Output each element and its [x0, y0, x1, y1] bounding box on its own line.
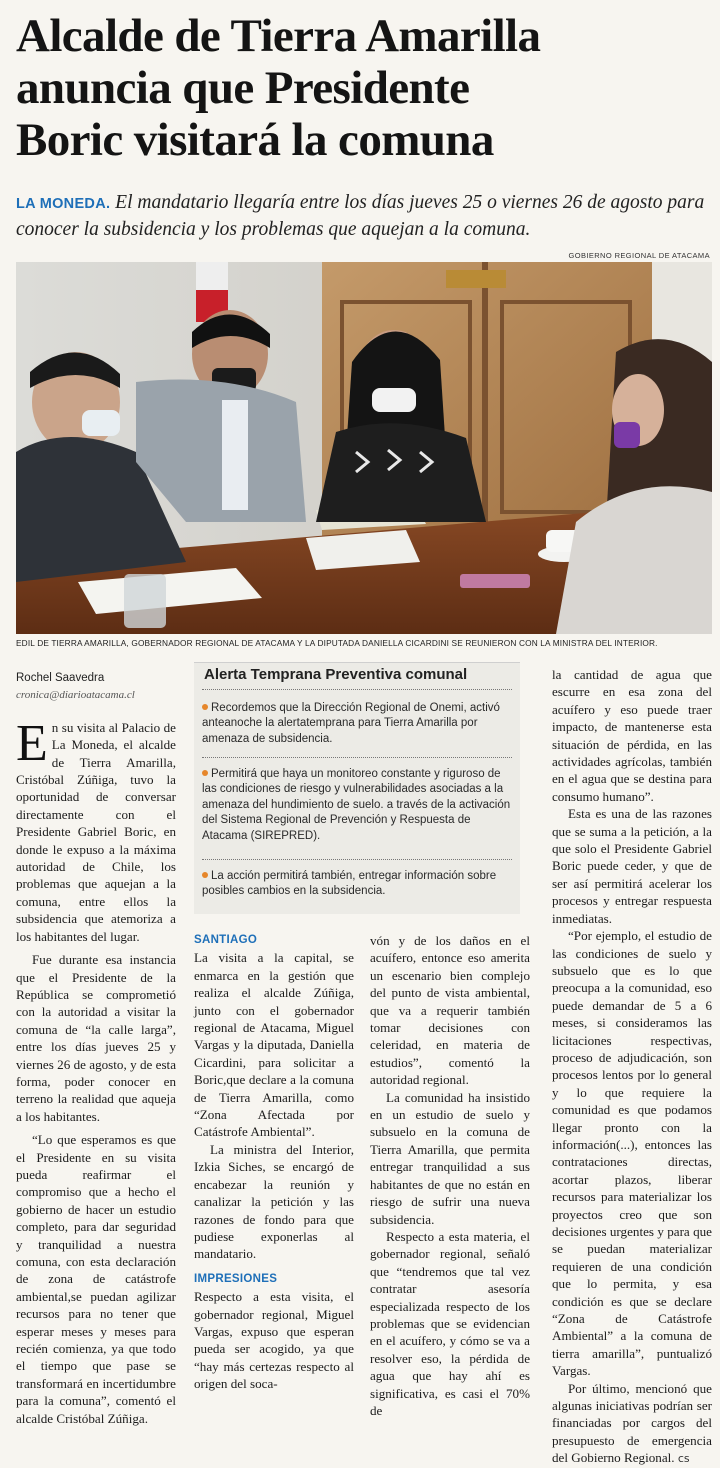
drop-cap: E — [16, 714, 48, 772]
divider — [202, 689, 512, 690]
divider — [202, 757, 512, 758]
alert-box-item — [194, 767, 520, 844]
alert-box-item-text: La acción permitirá también, entregar información sobre posibles cambios en la subsidencia. — [202, 870, 497, 898]
divider — [202, 859, 512, 860]
paragraph: Respecto a esta materia, el gobernador regional, señaló que “tendremos que tal vez contratar asesoría especializada respecto de los problemas que se evidencian en el acuífero, y cómo se va a resolver eso, la pérdida de agua que hay ahí es significativa, es casi el 70% de — [370, 1228, 530, 1418]
bullet-icon — [202, 704, 208, 710]
column-2 — [194, 932, 354, 1393]
bullet-icon — [202, 872, 208, 878]
alert-box — [194, 662, 520, 914]
paragraph: “Lo que esperamos es que el Presidente en su visita pueda reafirmar el compromiso que a hecho el gobierno de hacer un estudio completo, para dar seguridad y tranquilidad a nuestra comuna, con esta declaración de zona de catástrofe ambiental,se puedan agilizar recursos para no tener que esperar meses y meses para recién comienza, ya que todo el tiempo que pase se transformará en incertidumbre para la comuna”, comentó el alcalde Cristóbal Zúñiga. — [16, 1132, 176, 1426]
column-3 — [370, 932, 530, 1419]
byline-email: cronica@diarioatacama.cl — [16, 689, 135, 702]
alert-box-item-text: Recordemos que la Dirección Regional de Onemi, activó anteanoche la alertatemprana para Tierra Amarilla por amenaza de subsidencia. — [202, 702, 500, 745]
headline — [16, 10, 716, 166]
meeting-photo-illustration — [16, 262, 712, 634]
headline-line-2: anuncia que Presidente — [16, 62, 470, 114]
paragraph: Fue durante esa instancia que el Presidente de la República se comprometió con la autoridad a visitar la comuna de “la calle larga”, entre los días jueves 25 y viernes 26 de agosto, y de esta forma, poder conocer en terreno la realidad que aqueja a los habitantes. — [16, 952, 176, 1124]
paragraph-text: n su visita al Palacio de La Moneda, el alcalde de Tierra Amarilla, Cristóbal Zúñiga, tuvo la oportunidad de conversar directamente con el Presidente Gabriel Boric, en donde le expuso a la máxima autoridad de Chile, los problemas que aquejan a la comuna, entre ellos la subsidencia que atemoriza a los habitantes del lugar. — [16, 719, 176, 944]
lede-text: El mandatario llegaría entre los días jueves 25 o viernes 26 de agosto para conocer la subsidencia y los problemas que aquejan a la comuna. — [16, 192, 705, 240]
end-mark: cs — [677, 1452, 690, 1466]
subhead-impresiones: IMPRESIONES — [194, 1272, 278, 1285]
photo-credit: GOBIERNO REGIONAL DE ATACAMA — [568, 251, 710, 260]
alert-box-title: Alerta Temprana Preventiva comunal — [204, 666, 468, 683]
column-1 — [16, 670, 176, 1427]
paragraph-text: Por último, mencionó que algunas iniciativas podrían ser financiadas por cargos del presupuesto de emergencia del Gobierno Regional. — [552, 1380, 712, 1466]
paragraph: “Por ejemplo, el estudio de las condiciones de suelo y subsuelo que es lo que preocupa a la comunidad, eso puede demandar de 5 a 6 meses, si consideramos las licitaciones respectivas, proceso de adjudicación, son procesos lentos por lo general y lo que requiere la comunidad es que podamos llegar pronto con la información(...), entonces las contrataciones directas, acortar plazos, liberar recursos para materializar los proyectos creo que son decisiones urgentes y para que se puedan materializar requieren de una condición que lo permita, y esa condición es que se declare “Zona de Catástrofe Ambiental” a la comuna de tierra amarilla”, puntualizó Vargas. — [552, 928, 712, 1379]
headline-line-1: Alcalde de Tierra Amarilla — [16, 10, 541, 62]
paragraph: Respecto a esta visita, el gobernador regional, Miguel Vargas, expuso que esperan pueda ser acogido, ya que “hay más certezas respecto al origen del soca- — [194, 1289, 354, 1392]
subhead-santiago: SANTIAGO — [194, 934, 258, 946]
paragraph: La ministra del Interior, Izkia Siches, se encargó de encabezar la reunión y canalizar la petición y las razones de fondo para que pudiese exponerlas al mandatario. — [194, 1141, 354, 1262]
paragraph: La comunidad ha insistido en un estudio de suelo y subsuelo en la comuna de Tierra Amarilla, que permita entregar tranquilidad a sus habitantes de que no están en riesgo de sufrir una nueva subsidencia. — [370, 1089, 530, 1227]
paragraph — [552, 1380, 712, 1468]
paragraph — [16, 714, 176, 945]
alert-box-item-text: Permitirá que haya un monitoreo constante y riguroso de las condiciones de riesgo y vulnerabilidades asociadas a la amenaza del hundimiento de suelo. a través de la activación del Sistema Regional de Prevención y Respuesta de Atacama (SIREPRED). — [202, 768, 511, 842]
news-photo — [16, 262, 712, 634]
headline-line-3: Boric visitará la comuna — [16, 114, 494, 166]
column-4 — [552, 666, 712, 1468]
alert-box-item — [194, 869, 520, 900]
lede — [16, 190, 712, 242]
alert-box-item — [194, 701, 520, 747]
photo-caption: EDIL DE TIERRA AMARILLA, GOBERNADOR REGIONAL DE ATACAMA Y LA DIPUTADA DANIELLA CICARDINI SE REUNIERON CON LA MINISTRA DEL INTERIOR. — [16, 638, 658, 648]
paragraph: La visita a la capital, se enmarca en la gestión que realiza el alcalde Zúñiga, junto con el gobernador regional de Atacama, Miguel Vargas y la diputada, Daniella Cicardini, para solicitar a Boric,que declare a la comuna de Tierra Amarilla, como “Zona Afectada por Catástrofe Ambiental”. — [194, 950, 354, 1140]
paragraph: la cantidad de agua que escurre en esa zona del acuífero y eso puede traer impacto, de mantenerse esta situación de pérdida, en las actividades agrícolas, también en el agua que se destina para consumo humano”. — [552, 667, 712, 804]
paragraph: vón y de los daños en el acuífero, entonce eso amerita un escenario bien complejo del punto de vista ambiental, que va a requerir también tomar decisiones con celeridad, en materia de estudios”, comentó la autoridad regional. — [370, 933, 530, 1088]
byline-name: Rochel Saavedra — [16, 672, 105, 684]
bullet-icon — [202, 770, 208, 776]
paragraph: Esta es una de las razones que se suma a la petición, a la que solo el Presidente Gabriel Boric puede ceder, y que de ser así permitirá acelerar los procesos y entregar respuesta inmediatas. — [552, 806, 712, 926]
lede-kicker: LA MONEDA. — [16, 196, 111, 212]
